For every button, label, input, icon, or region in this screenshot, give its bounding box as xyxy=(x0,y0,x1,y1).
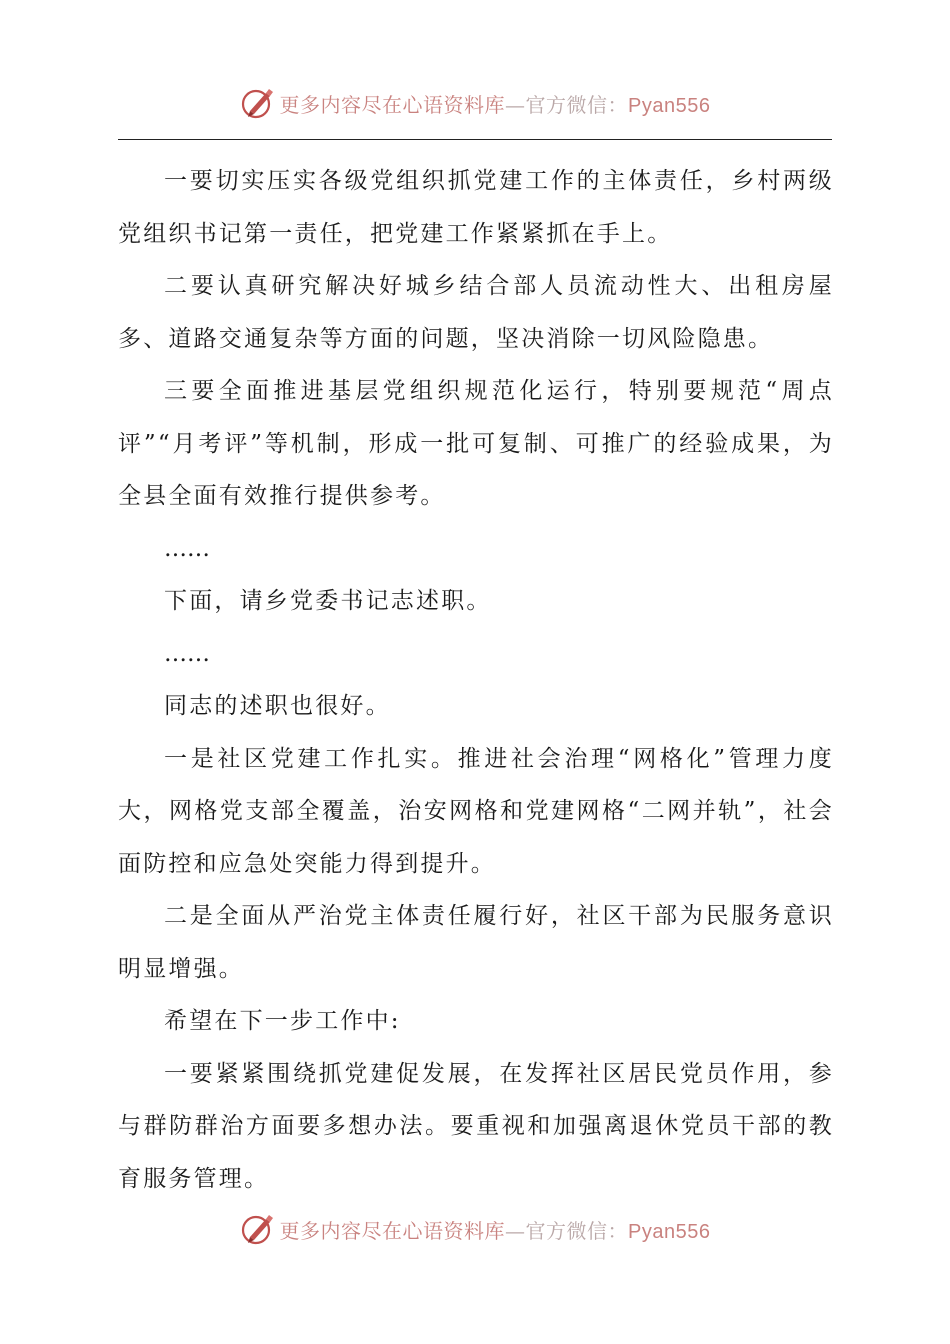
paragraph-1: 一要切实压实各级党组织抓党建工作的主体责任，乡村两级党组织书记第一责任，把党建工作紧紧抓在手上。 xyxy=(118,168,834,247)
footer-banner xyxy=(0,1209,950,1249)
paragraph-8: 希望在下一步工作中: xyxy=(164,1008,401,1034)
header-banner xyxy=(0,83,950,123)
ellipsis-1: …… xyxy=(164,535,210,562)
paragraph-2: 二要认真研究解决好城乡结合部人员流动性大、出租房屋多、道路交通复杂等方面的问题，坚决消除一切风险隐患。 xyxy=(118,273,834,352)
paragraph-7: 二是全面从严治党主体责任履行好，社区干部为民服务意识明显增强。 xyxy=(118,903,834,982)
paragraph-9: 一要紧紧围绕抓党建促发展，在发挥社区居民党员作用，参与群防群治方面要多想办法。要重视和加强离退休党员干部的教育服务管理。 xyxy=(118,1060,834,1192)
footer-dash: — xyxy=(505,1218,526,1243)
header-wechat-id: Pyan556 xyxy=(628,94,711,117)
pen-logo-icon xyxy=(240,85,276,121)
paragraph-6: 一是社区党建工作扎实。推进社会治理“网格化”管理力度大，网格党支部全覆盖，治安网格和党建网格“二网并轨”，社会面防控和应急处突能力得到提升。 xyxy=(118,745,834,877)
document-body xyxy=(118,155,834,1205)
header-wechat-label: 官方微信： xyxy=(525,92,629,117)
header-site-text: 更多内容尽在心语资料库 xyxy=(279,92,506,117)
footer-banner-text xyxy=(280,1215,711,1244)
footer-wechat-label: 官方微信： xyxy=(525,1218,629,1243)
footer-site-text: 更多内容尽在心语资料库 xyxy=(279,1218,506,1243)
ellipsis-2: …… xyxy=(164,640,210,667)
header-divider xyxy=(118,139,832,140)
paragraph-4: 下面，请乡党委书记志述职。 xyxy=(164,588,492,614)
header-banner-text xyxy=(280,89,711,118)
pen-logo-icon xyxy=(240,1211,276,1247)
header-dash: — xyxy=(505,92,526,117)
paragraph-5: 同志的述职也很好。 xyxy=(164,693,391,719)
footer-wechat-id: Pyan556 xyxy=(628,1220,711,1243)
paragraph-3: 三要全面推进基层党组织规范化运行，特别要规范“周点评”“月考评”等机制，形成一批可复制、可推广的经验成果，为全县全面有效推行提供参考。 xyxy=(118,378,834,509)
